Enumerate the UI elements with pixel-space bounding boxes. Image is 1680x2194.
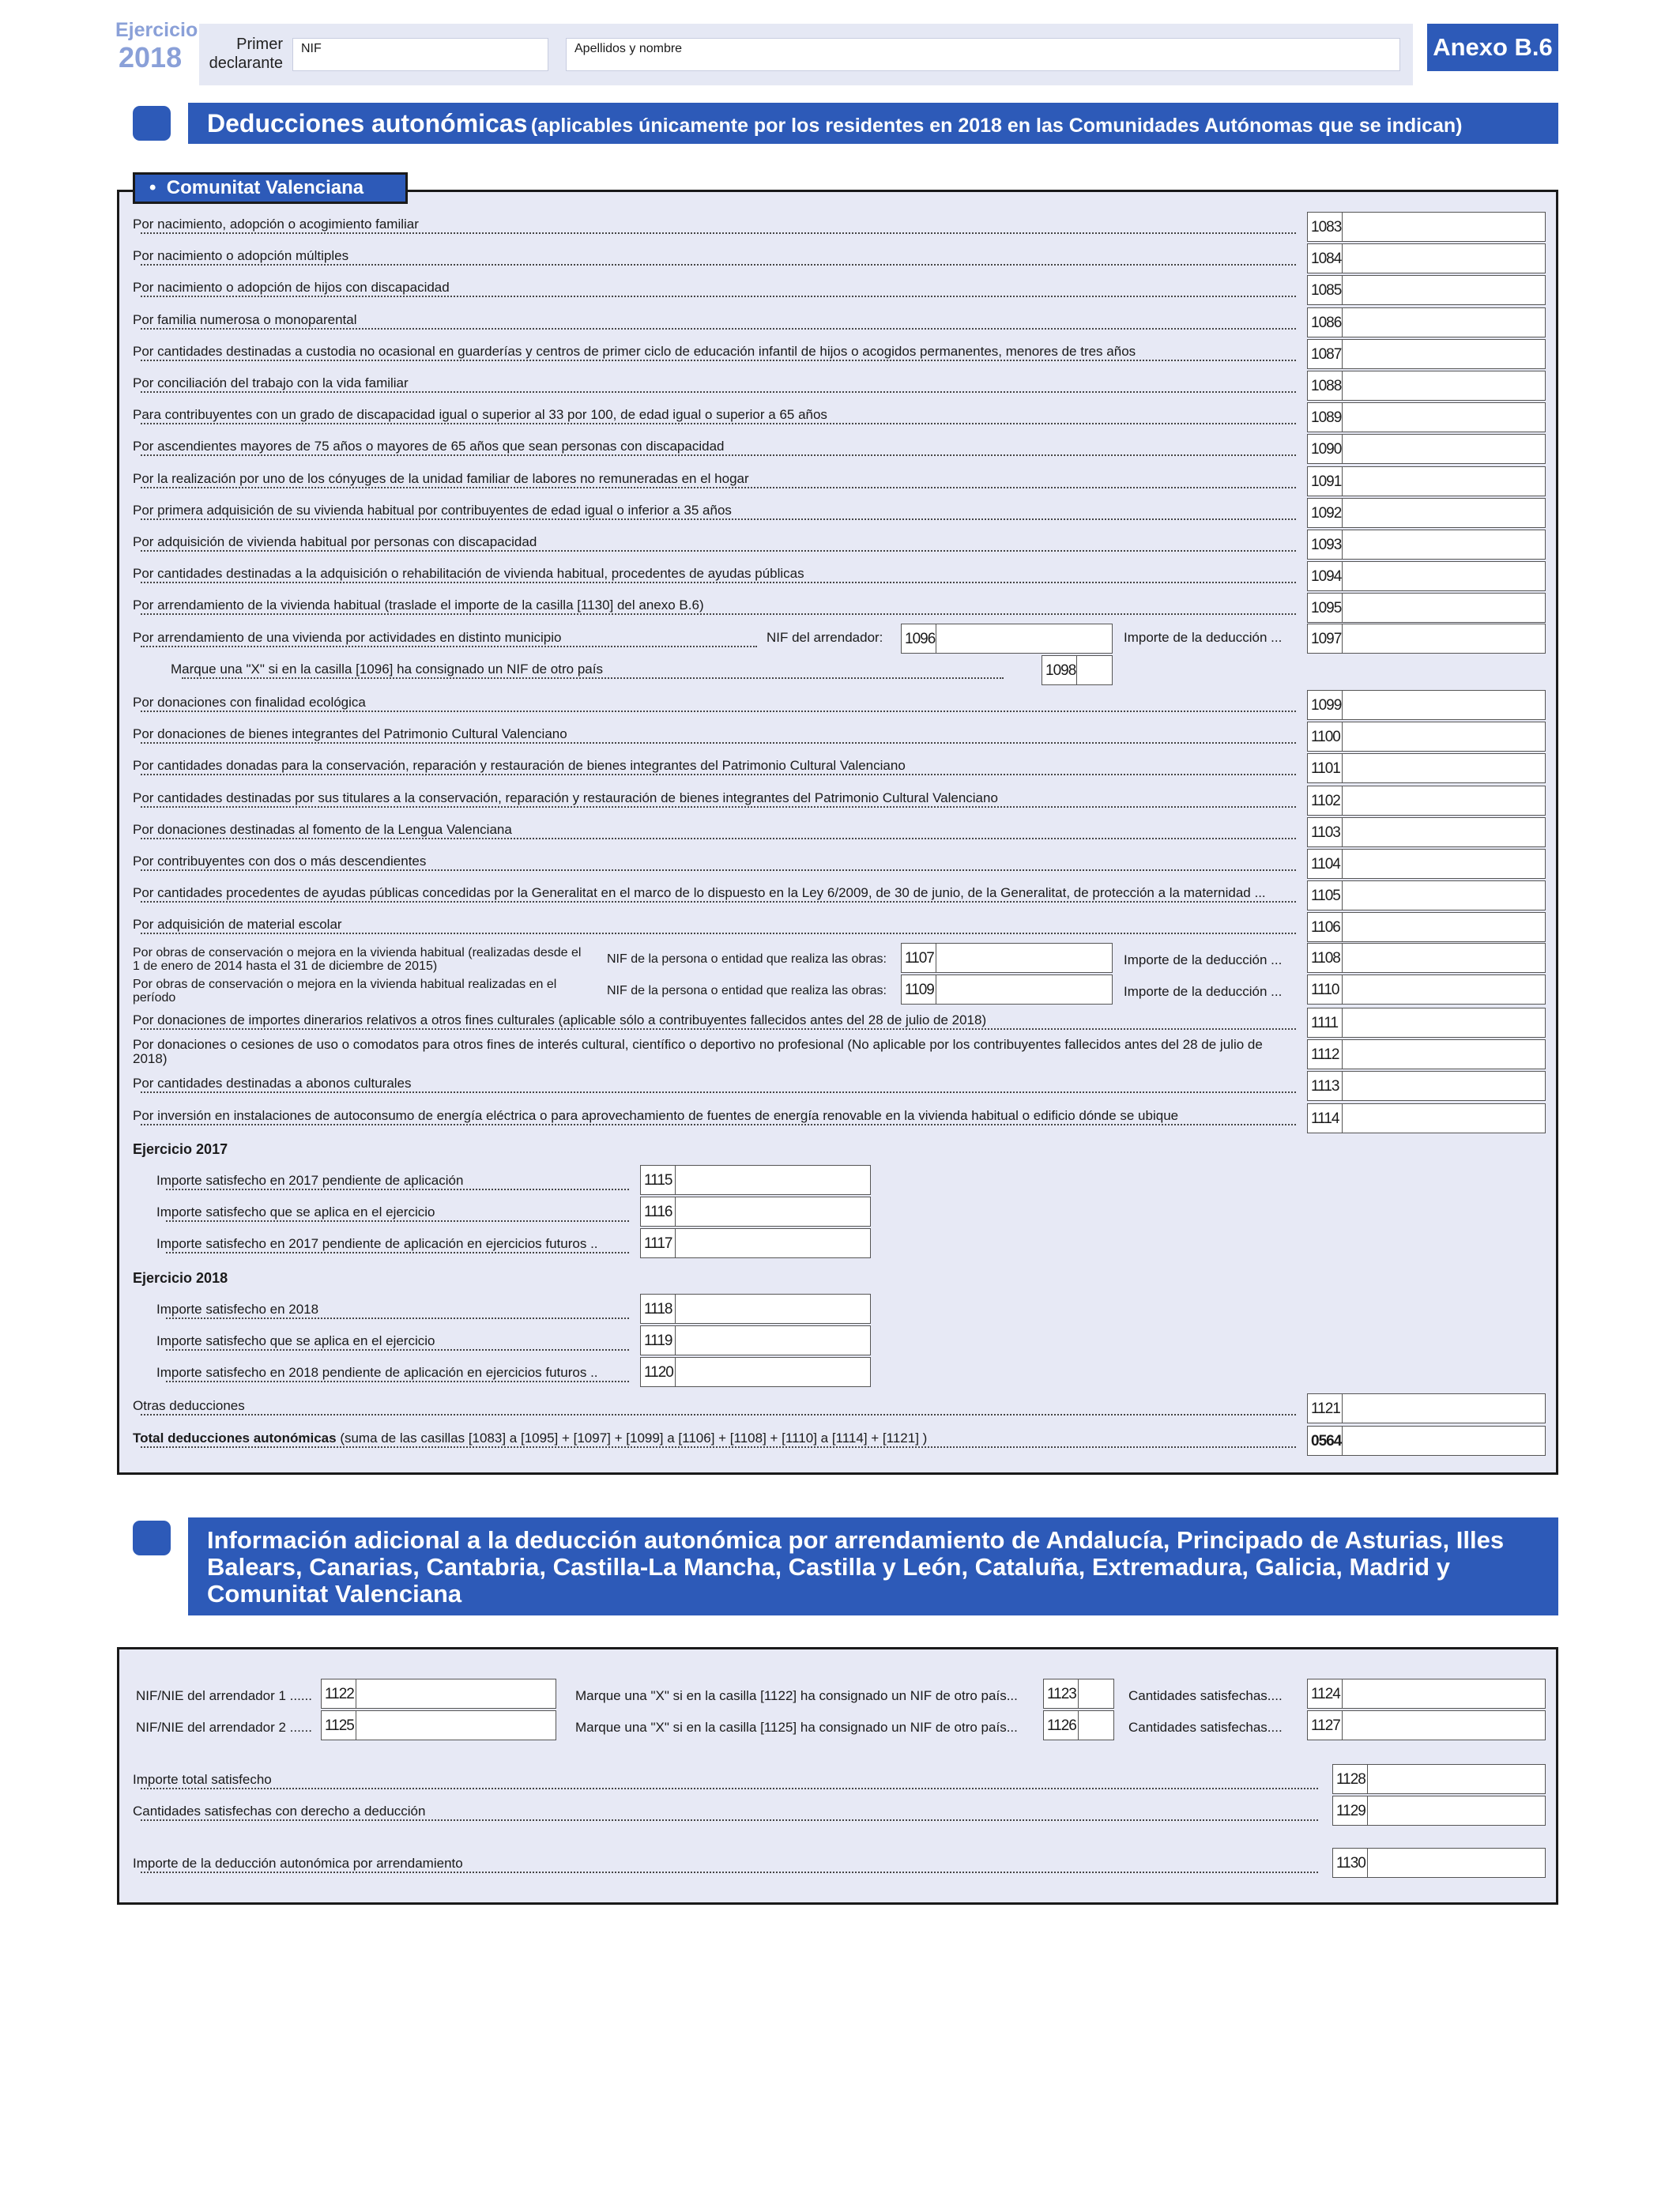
row-label-1094: Por cantidades destinadas a la adquisición o rehabilitación de vivienda habitual, procedentes de ayudas públicas xyxy=(133,566,809,582)
casilla-code: 1091 xyxy=(1308,467,1343,496)
leader-dots xyxy=(141,550,1296,552)
casilla-input[interactable] xyxy=(1343,818,1545,846)
casilla-code: 1085 xyxy=(1308,276,1343,304)
casilla-1098[interactable] xyxy=(1042,655,1113,685)
casilla-code: 1101 xyxy=(1308,754,1343,782)
casilla-1111[interactable] xyxy=(1307,1008,1546,1038)
casilla-1096[interactable] xyxy=(901,624,1113,654)
casilla-code: 1118 xyxy=(641,1295,676,1323)
section1-title: Deducciones autonómicas xyxy=(207,109,528,138)
leader-dots xyxy=(141,806,1296,808)
casilla-1118[interactable] xyxy=(640,1294,871,1324)
casilla-code: 1114 xyxy=(1308,1104,1343,1133)
apellidos-nombre-field[interactable] xyxy=(566,38,1400,71)
leader-dots xyxy=(166,1220,629,1222)
leader-dots xyxy=(141,454,1296,456)
casilla-input[interactable] xyxy=(1368,1849,1545,1877)
obras-label-undefined: Por obras de conservación o mejora en la vivienda habitual (realizadas desde el 1 de enero de 2014 hasta el 31 de diciembre de 2015) xyxy=(133,945,582,973)
casilla-input[interactable] xyxy=(1343,403,1545,432)
casilla-code: 1111 xyxy=(1308,1008,1343,1037)
casilla-code: 1109 xyxy=(902,975,936,1004)
casilla-code: 1089 xyxy=(1308,403,1343,432)
casilla-input[interactable] xyxy=(1343,499,1545,527)
casilla-1109[interactable] xyxy=(901,974,1113,1005)
casilla-input[interactable] xyxy=(1079,1679,1113,1708)
arrendador-label-2: NIF/NIE del arrendador 2 ...... xyxy=(136,1720,312,1735)
tab-bullet-icon: • xyxy=(149,177,156,198)
casilla-code: 1096 xyxy=(902,624,936,653)
importe-obras-label-1108: Importe de la deducción ... xyxy=(1124,952,1283,967)
casilla-1103[interactable] xyxy=(1307,817,1546,847)
casilla-input[interactable] xyxy=(1343,371,1545,400)
total-deducciones-label xyxy=(133,1431,932,1446)
casilla-code: 1107 xyxy=(902,944,936,972)
nif-arrendador-label: NIF del arrendador: xyxy=(767,629,883,645)
row-label-1105: Por cantidades procedentes de ayudas públicas concedidas por la Generalitat en el marco de lo dispuesto en la Ley 6/2009, de 30 de junio, de la Generalitat, de protección a la maternidad ... xyxy=(133,885,1271,901)
row-label-1086: Por familia numerosa o monoparental xyxy=(133,312,361,328)
nif-field-label: NIF xyxy=(301,42,322,55)
casilla-input[interactable] xyxy=(1343,308,1545,337)
casilla-1084[interactable] xyxy=(1307,243,1546,273)
leader-dots xyxy=(141,1446,1296,1448)
casilla-1106[interactable] xyxy=(1307,912,1546,942)
casilla-code: 1088 xyxy=(1308,371,1343,400)
casilla-1085[interactable] xyxy=(1307,275,1546,305)
leader-dots xyxy=(141,774,1296,775)
importe-obras-label-1110: Importe de la deducción ... xyxy=(1124,983,1283,999)
casilla-code: 1123 xyxy=(1044,1679,1079,1708)
casilla-input[interactable] xyxy=(1368,1796,1545,1825)
casilla-input[interactable] xyxy=(936,624,1112,653)
casilla-code: 1125 xyxy=(322,1711,356,1740)
casilla-input[interactable] xyxy=(676,1326,870,1355)
casilla-input[interactable] xyxy=(1343,530,1545,559)
leader-dots xyxy=(141,487,1296,488)
casilla-code: 1087 xyxy=(1308,340,1343,368)
casilla-code: 1086 xyxy=(1308,308,1343,337)
casilla-code: 1119 xyxy=(641,1326,676,1355)
casilla-code: 0564 xyxy=(1308,1427,1343,1455)
leader-dots xyxy=(141,933,1296,934)
row-label-1103: Por donaciones destinadas al fomento de la Lengua Valenciana xyxy=(133,822,517,838)
leader-dots xyxy=(166,1381,629,1382)
casilla-input[interactable] xyxy=(1343,1679,1545,1708)
ej2018-label-1118: Importe satisfecho en 2018 xyxy=(156,1302,323,1318)
casilla-1124[interactable] xyxy=(1307,1679,1546,1709)
casilla-input[interactable] xyxy=(1343,881,1545,910)
casilla-input[interactable] xyxy=(1343,944,1545,972)
leader-dots xyxy=(141,296,1296,297)
row-label-1106: Por adquisición de material escolar xyxy=(133,917,347,933)
casilla-input[interactable] xyxy=(1343,1072,1545,1100)
casilla-1093[interactable] xyxy=(1307,530,1546,560)
leader-dots xyxy=(141,264,1296,266)
arrendamiento-municipio-label: Por arrendamiento de una vivienda por actividades en distinto municipio xyxy=(133,630,566,646)
casilla-1107[interactable] xyxy=(901,943,1113,973)
marque-otro-pais-label-1: Marque una "X" si en la casilla [1122] ha consignado un NIF de otro país... xyxy=(575,1688,1018,1703)
casilla-code: 1094 xyxy=(1308,562,1343,590)
importe-deduccion-label: Importe de la deducción ... xyxy=(1124,629,1283,645)
casilla-code: 1113 xyxy=(1308,1072,1343,1100)
leader-dots xyxy=(166,1318,629,1319)
marque-nif-otro-pais-label: Marque una "X" si en la casilla [1096] ha consignado un NIF de otro país xyxy=(171,662,608,677)
casilla-code: 1122 xyxy=(322,1679,356,1708)
casilla-code: 1084 xyxy=(1308,244,1343,273)
leader-dots xyxy=(166,1252,629,1253)
casilla-1092[interactable] xyxy=(1307,498,1546,528)
casilla-1099[interactable] xyxy=(1307,690,1546,720)
casilla-1130[interactable] xyxy=(1332,1848,1546,1878)
ejercicio-2017-title: Ejercicio 2017 xyxy=(133,1140,228,1157)
casilla-code: 1124 xyxy=(1308,1679,1343,1708)
casilla-code: 1102 xyxy=(1308,786,1343,815)
section1-marker xyxy=(133,106,171,141)
row-label-1087: Por cantidades destinadas a custodia no ocasional en guarderías y centros de primer ciclo de educación infantil de hijos o acogidos permanentes, menores de tres años xyxy=(133,344,1140,360)
casilla-1112[interactable] xyxy=(1307,1039,1546,1069)
total-bold: Total deducciones autonómicas xyxy=(133,1430,337,1446)
leader-dots xyxy=(141,1414,1296,1416)
casilla-input[interactable] xyxy=(1343,1394,1545,1423)
casilla-input[interactable] xyxy=(1343,213,1545,241)
casilla-input[interactable] xyxy=(1343,1427,1545,1455)
row-label-1091: Por la realización por uno de los cónyuges de la unidad familiar de labores no remuneradas en el hogar xyxy=(133,471,754,487)
leader-dots xyxy=(141,901,1296,903)
casilla-1110[interactable] xyxy=(1307,974,1546,1005)
casilla-input[interactable] xyxy=(1343,1104,1545,1133)
ej2017-label-1117: Importe satisfecho en 2017 pendiente de aplicación en ejercicios futuros .. xyxy=(156,1236,603,1252)
casilla-code: 1105 xyxy=(1308,881,1343,910)
casilla-input[interactable] xyxy=(1343,975,1545,1004)
casilla-1101[interactable] xyxy=(1307,753,1546,783)
casilla-0564[interactable] xyxy=(1307,1426,1546,1456)
row-label-1092: Por primera adquisición de su vivienda habitual por contribuyentes de edad igual o inferior a 35 años xyxy=(133,503,736,518)
row-label-1088: Por conciliación del trabajo con la vida familiar xyxy=(133,375,413,391)
leader-dots xyxy=(141,613,1296,615)
casilla-1120[interactable] xyxy=(640,1357,871,1387)
casilla-1090[interactable] xyxy=(1307,434,1546,464)
leader-dots xyxy=(141,1028,1296,1030)
casilla-1100[interactable] xyxy=(1307,722,1546,752)
leader-dots xyxy=(141,518,1296,520)
casilla-1128[interactable] xyxy=(1332,1764,1546,1794)
row-label-1093: Por adquisición de vivienda habitual por personas con discapacidad xyxy=(133,534,541,550)
casilla-1089[interactable] xyxy=(1307,402,1546,432)
leader-dots xyxy=(141,1788,1318,1789)
casilla-code: 1108 xyxy=(1308,944,1343,972)
casilla-input[interactable] xyxy=(1343,594,1545,622)
nif-obras-label-undefined: NIF de la persona o entidad que realiza las obras: xyxy=(607,983,887,997)
casilla-1123[interactable] xyxy=(1043,1679,1114,1709)
leader-dots xyxy=(141,646,757,647)
leader-dots xyxy=(141,328,1296,330)
casilla-1102[interactable] xyxy=(1307,786,1546,816)
ejercicio-label: Ejercicio xyxy=(115,19,198,41)
casilla-code: 1130 xyxy=(1333,1849,1368,1877)
casilla-1108[interactable] xyxy=(1307,943,1546,973)
apellidos-nombre-label: Apellidos y nombre xyxy=(574,42,683,55)
comunitat-valenciana-tab xyxy=(133,172,408,204)
casilla-code: 1121 xyxy=(1308,1394,1343,1423)
casilla-input[interactable] xyxy=(1343,1040,1545,1069)
casilla-code: 1103 xyxy=(1308,818,1343,846)
section2-marker xyxy=(133,1521,171,1555)
casilla-input[interactable] xyxy=(1343,624,1545,653)
row-label-1099: Por donaciones con finalidad ecológica xyxy=(133,695,371,711)
leader-dots xyxy=(141,1124,1296,1125)
casilla-input[interactable] xyxy=(356,1679,556,1708)
casilla-code: 1110 xyxy=(1308,975,1343,1004)
casilla-code: 1129 xyxy=(1333,1796,1368,1825)
ej2017-label-1115: Importe satisfecho en 2017 pendiente de aplicación xyxy=(156,1173,468,1189)
casilla-code: 1092 xyxy=(1308,499,1343,527)
row-label-1111: Por donaciones de importes dinerarios relativos a otros fines culturales (aplicable sólo a contribuyentes fallecidos antes del 28 de julio de 2018) xyxy=(133,1012,991,1028)
casilla-code: 1116 xyxy=(641,1197,676,1226)
totales-label-1129: Cantidades satisfechas con derecho a deducción xyxy=(133,1804,430,1819)
casilla-code: 1112 xyxy=(1308,1040,1343,1069)
casilla-input[interactable] xyxy=(676,1229,870,1257)
row-label-1112: Por donaciones o cesiones de uso o comodatos para otros fines de interés cultural, científico o deportivo no profesional (No aplicable por los contribuyentes fallecidos antes del 28 de julio de 2018) xyxy=(133,1038,1263,1067)
casilla-code: 1098 xyxy=(1042,656,1077,684)
casilla-1104[interactable] xyxy=(1307,849,1546,879)
ej2018-label-1120: Importe satisfecho en 2018 pendiente de aplicación en ejercicios futuros .. xyxy=(156,1365,603,1381)
leader-dots xyxy=(141,711,1296,712)
row-label-1114: Por inversión en instalaciones de autoconsumo de energía eléctrica o para aprovechamiento de fuentes de energía renovable en la vivienda habitual o edificio dónde se ubique xyxy=(133,1108,1183,1124)
casilla-1094[interactable] xyxy=(1307,561,1546,591)
leader-dots xyxy=(141,360,1296,361)
casilla-input[interactable] xyxy=(1343,786,1545,815)
casilla-1127[interactable] xyxy=(1307,1710,1546,1740)
casilla-input[interactable] xyxy=(1368,1765,1545,1793)
leader-dots xyxy=(141,869,1296,871)
casilla-code: 1120 xyxy=(641,1358,676,1386)
otras-deducciones-label: Otras deducciones xyxy=(133,1398,250,1414)
section1-title-bar xyxy=(188,103,1558,144)
casilla-code: 1090 xyxy=(1308,435,1343,463)
casilla-input[interactable] xyxy=(1343,340,1545,368)
casilla-code: 1115 xyxy=(641,1166,676,1194)
casilla-1086[interactable] xyxy=(1307,307,1546,337)
casilla-1119[interactable] xyxy=(640,1325,871,1355)
casilla-input[interactable] xyxy=(1079,1711,1113,1740)
leader-dots xyxy=(141,423,1296,424)
total-rest: (suma de las casillas [1083] a [1095] + [1097] + [1099] a [1106] + [1108] + [1110] a [1114] + [1121] ) xyxy=(340,1430,928,1446)
nif-field[interactable] xyxy=(292,38,548,71)
row-label-1085: Por nacimiento o adopción de hijos con discapacidad xyxy=(133,280,454,296)
section2-title: Información adicional a la deducción autonómica por arrendamiento de Andalucía, Principado de Asturias, Illes Balears, Canarias, Cantabria, Castilla-La Mancha, Castilla y León, Cataluña, Extremadura, Galicia, Madrid y Comunitat Valenciana xyxy=(188,1517,1558,1615)
ej2018-label-1119: Importe satisfecho que se aplica en el ejercicio xyxy=(156,1333,439,1349)
casilla-input[interactable] xyxy=(356,1711,556,1740)
casilla-1113[interactable] xyxy=(1307,1071,1546,1101)
row-label-1113: Por cantidades destinadas a abonos culturales xyxy=(133,1076,416,1091)
casilla-input[interactable] xyxy=(1343,754,1545,782)
leader-dots xyxy=(182,677,1004,679)
casilla-input[interactable] xyxy=(1343,1008,1545,1037)
casilla-1122[interactable] xyxy=(321,1679,556,1709)
casilla-code: 1100 xyxy=(1308,722,1343,751)
casilla-1126[interactable] xyxy=(1043,1710,1114,1740)
casilla-input[interactable] xyxy=(1343,276,1545,304)
leader-dots xyxy=(141,1819,1318,1821)
casilla-1097[interactable] xyxy=(1307,624,1546,654)
anexo-badge: Anexo B.6 xyxy=(1427,24,1558,71)
importe-deduccion-arrendamiento-label: Importe de la deducción autonómica por arrendamiento xyxy=(133,1856,468,1872)
section1-subtitle: (aplicables únicamente por los residentes en 2018 en las Comunidades Autónomas que se indican) xyxy=(530,115,1463,137)
casilla-1129[interactable] xyxy=(1332,1796,1546,1826)
casilla-code: 1104 xyxy=(1308,850,1343,878)
nif-obras-label-undefined: NIF de la persona o entidad que realiza las obras: xyxy=(607,952,887,966)
casilla-input[interactable] xyxy=(676,1295,870,1323)
casilla-code: 1083 xyxy=(1308,213,1343,241)
ejercicio-2018-title: Ejercicio 2018 xyxy=(133,1269,228,1286)
leader-dots xyxy=(141,391,1296,393)
casilla-code: 1099 xyxy=(1308,691,1343,719)
casilla-input[interactable] xyxy=(1343,850,1545,878)
casilla-code: 1117 xyxy=(641,1229,676,1257)
casilla-1105[interactable] xyxy=(1307,880,1546,910)
ej2017-label-1116: Importe satisfecho que se aplica en el ejercicio xyxy=(156,1204,439,1220)
casilla-input[interactable] xyxy=(1343,562,1545,590)
row-label-1095: Por arrendamiento de la vivienda habitual (traslade el importe de la casilla [1130] del anexo B.6) xyxy=(133,598,709,613)
arrendador-label-1: NIF/NIE del arrendador 1 ...... xyxy=(136,1688,312,1703)
primer-declarante-label: Primer declarante xyxy=(209,36,283,72)
casilla-1088[interactable] xyxy=(1307,371,1546,401)
row-label-1104: Por contribuyentes con dos o más descendientes xyxy=(133,854,431,869)
casilla-input[interactable] xyxy=(1343,913,1545,941)
casilla-input[interactable] xyxy=(676,1358,870,1386)
casilla-input[interactable] xyxy=(1343,1711,1545,1740)
totales-label-1128: Importe total satisfecho xyxy=(133,1772,277,1788)
casilla-input[interactable] xyxy=(936,944,1112,972)
casilla-input[interactable] xyxy=(676,1197,870,1226)
casilla-1125[interactable] xyxy=(321,1710,556,1740)
casilla-input[interactable] xyxy=(1343,435,1545,463)
casilla-code: 1128 xyxy=(1333,1765,1368,1793)
casilla-input[interactable] xyxy=(936,975,1112,1004)
casilla-1087[interactable] xyxy=(1307,339,1546,369)
casilla-code: 1095 xyxy=(1308,594,1343,622)
marque-otro-pais-label-2: Marque una "X" si en la casilla [1125] ha consignado un NIF de otro país... xyxy=(575,1720,1018,1735)
row-label-1090: Por ascendientes mayores de 75 años o mayores de 65 años que sean personas con discapacidad xyxy=(133,439,729,454)
row-label-1083: Por nacimiento, adopción o acogimiento familiar xyxy=(133,217,424,232)
ejercicio-year: 2018 xyxy=(119,41,183,74)
casilla-input[interactable] xyxy=(676,1166,870,1194)
casilla-1083[interactable] xyxy=(1307,212,1546,242)
cantidades-satisfechas-label-1: Cantidades satisfechas.... xyxy=(1128,1688,1283,1703)
casilla-code: 1126 xyxy=(1044,1711,1079,1740)
casilla-1095[interactable] xyxy=(1307,593,1546,623)
leader-dots xyxy=(141,1091,1296,1093)
casilla-input[interactable] xyxy=(1077,656,1112,684)
row-label-1102: Por cantidades destinadas por sus titulares a la conservación, reparación y restauración de bienes integrantes del Patrimonio Cultural Valenciano xyxy=(133,790,1003,806)
row-label-1084: Por nacimiento o adopción múltiples xyxy=(133,248,353,264)
casilla-1121[interactable] xyxy=(1307,1393,1546,1423)
leader-dots xyxy=(166,1189,629,1190)
casilla-input[interactable] xyxy=(1343,244,1545,273)
row-label-1100: Por donaciones de bienes integrantes del Patrimonio Cultural Valenciano xyxy=(133,726,572,742)
tab-label: Comunitat Valenciana xyxy=(166,177,364,198)
leader-dots xyxy=(141,232,1296,234)
casilla-code: 1106 xyxy=(1308,913,1343,941)
casilla-1116[interactable] xyxy=(640,1197,871,1227)
leader-dots xyxy=(166,1349,629,1351)
leader-dots xyxy=(141,838,1296,839)
casilla-1115[interactable] xyxy=(640,1165,871,1195)
casilla-code: 1097 xyxy=(1308,624,1343,653)
leader-dots xyxy=(141,1872,1318,1873)
casilla-input[interactable] xyxy=(1343,467,1545,496)
casilla-input[interactable] xyxy=(1343,691,1545,719)
row-label-1089: Para contribuyentes con un grado de discapacidad igual o superior al 33 por 100, de edad igual o superior a 65 años xyxy=(133,407,832,423)
casilla-input[interactable] xyxy=(1343,722,1545,751)
casilla-1114[interactable] xyxy=(1307,1103,1546,1133)
row-label-1101: Por cantidades donadas para la conservación, reparación y restauración de bienes integrantes del Patrimonio Cultural Valenciano xyxy=(133,758,910,774)
casilla-code: 1093 xyxy=(1308,530,1343,559)
casilla-1117[interactable] xyxy=(640,1228,871,1258)
cantidades-satisfechas-label-2: Cantidades satisfechas.... xyxy=(1128,1720,1283,1735)
casilla-1091[interactable] xyxy=(1307,466,1546,496)
leader-dots xyxy=(141,582,1296,583)
obras-label-undefined: Por obras de conservación o mejora en la vivienda habitual realizadas en el período xyxy=(133,977,557,1005)
casilla-code: 1127 xyxy=(1308,1711,1343,1740)
leader-dots xyxy=(141,742,1296,744)
